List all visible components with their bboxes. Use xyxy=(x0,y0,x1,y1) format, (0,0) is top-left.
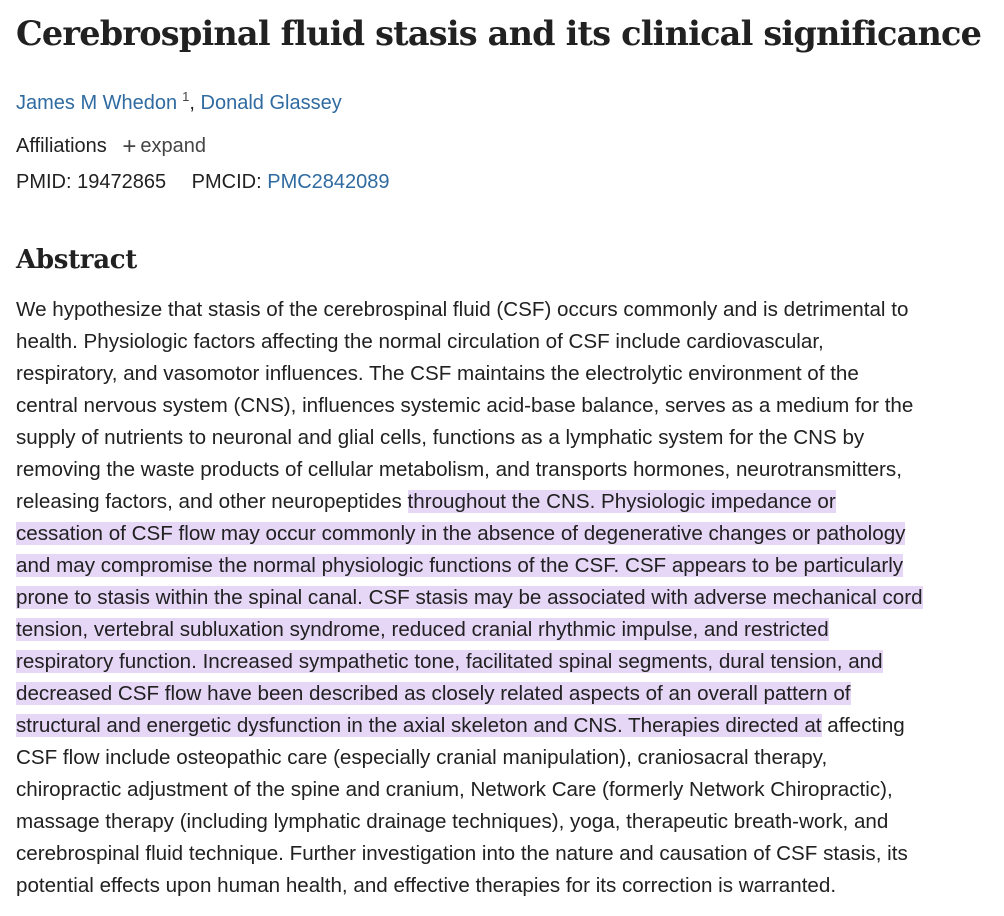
abstract-text-segment: respiratory, and vasomotor influences. The CSF maintains the electrolytic environment of the xyxy=(16,362,859,385)
author-list xyxy=(16,82,342,118)
abstract-line xyxy=(16,678,991,710)
highlighted-text-segment: throughout the CNS. Physiologic impedance or xyxy=(407,490,836,513)
abstract-text-segment: We hypothesize that stasis of the cerebrospinal fluid (CSF) occurs commonly and is detrimental to xyxy=(16,298,909,321)
article-title: Cerebrospinal fluid stasis and its clinical significance xyxy=(16,14,982,53)
abstract-line xyxy=(16,518,991,550)
highlighted-text-segment: respiratory function. Increased sympathetic tone, facilitated spinal segments, dural tension, and xyxy=(16,650,883,673)
abstract-line xyxy=(16,326,991,358)
abstract-line xyxy=(16,742,991,774)
abstract-text-segment: CSF flow include osteopathic care (especially cranial manipulation), craniosacral therapy, xyxy=(16,746,828,769)
highlighted-text-segment: decreased CSF flow have been described as closely related aspects of an overall pattern of xyxy=(16,682,851,705)
abstract-line xyxy=(16,358,991,390)
highlighted-text-segment: and may compromise the normal physiologic functions of the CSF. CSF appears to be particularly xyxy=(16,554,904,577)
abstract-text-segment: releasing factors, and other neuropeptides xyxy=(16,490,408,513)
abstract-line xyxy=(16,774,991,806)
pmcid-label: PMCID: xyxy=(191,171,262,193)
plus-icon: + xyxy=(122,133,137,160)
abstract-line xyxy=(16,550,991,582)
abstract-line xyxy=(16,422,991,454)
affiliation-ref[interactable]: 1 xyxy=(182,89,190,104)
highlighted-text-segment: structural and energetic dysfunction in the axial skeleton and CNS. Therapies directed at xyxy=(16,714,822,737)
abstract-line xyxy=(16,646,991,678)
affiliations-row xyxy=(16,131,206,161)
abstract-line xyxy=(16,614,991,646)
highlighted-text-segment: cessation of CSF flow may occur commonly in the absence of degenerative changes or pathology xyxy=(16,522,906,545)
affiliations-label: Affiliations xyxy=(16,135,107,157)
abstract-line xyxy=(16,454,991,486)
abstract-line xyxy=(16,390,991,422)
abstract-text-segment: health. Physiologic factors affecting the normal circulation of CSF include cardiovascular, xyxy=(16,330,824,353)
author-separator: , xyxy=(189,92,195,114)
abstract-text-segment: central nervous system (CNS), influences systemic acid-base balance, serves as a medium for the xyxy=(16,394,914,417)
abstract-text-segment: cerebrospinal fluid technique. Further investigation into the nature and causation of CSF stasis, its xyxy=(16,842,908,865)
abstract-text-segment: chiropractic adjustment of the spine and cranium, Network Care (formerly Network Chiropractic), xyxy=(16,778,893,801)
expand-label: expand xyxy=(140,135,206,157)
pmcid-link[interactable]: PMC2842089 xyxy=(267,171,390,193)
abstract-line xyxy=(16,710,991,742)
abstract-line xyxy=(16,486,991,518)
abstract-line xyxy=(16,838,991,870)
abstract-heading: Abstract xyxy=(16,245,137,275)
affiliations-expand-button[interactable] xyxy=(122,133,206,160)
highlighted-text-segment: tension, vertebral subluxation syndrome, reduced cranial rhythmic impulse, and restricted xyxy=(16,618,829,641)
abstract-text-segment: potential effects upon human health, and effective therapies for its correction is warranted. xyxy=(16,874,837,897)
abstract-text-segment: supply of nutrients to neuronal and glial cells, functions as a lymphatic system for the CNS by xyxy=(16,426,865,449)
abstract-line xyxy=(16,582,991,614)
author-link-whedon[interactable]: James M Whedon xyxy=(16,92,178,114)
abstract-line xyxy=(16,294,991,326)
author-link-glassey[interactable]: Donald Glassey xyxy=(200,92,342,114)
abstract-text-segment: removing the waste products of cellular metabolism, and transports hormones, neurotransmitters, xyxy=(16,458,902,481)
pmid-value: 19472865 xyxy=(77,171,167,193)
abstract-line xyxy=(16,870,991,902)
abstract-line xyxy=(16,806,991,838)
identifiers-row xyxy=(16,167,390,197)
abstract-text-segment: massage therapy (including lymphatic drainage techniques), yoga, therapeutic breath-work, and xyxy=(16,810,889,833)
abstract-text xyxy=(16,294,991,902)
pmid-label: PMID: xyxy=(16,171,72,193)
highlighted-text-segment: prone to stasis within the spinal canal. CSF stasis may be associated with adverse mechanical cord xyxy=(16,586,923,609)
abstract-text-segment: affecting xyxy=(821,714,905,737)
